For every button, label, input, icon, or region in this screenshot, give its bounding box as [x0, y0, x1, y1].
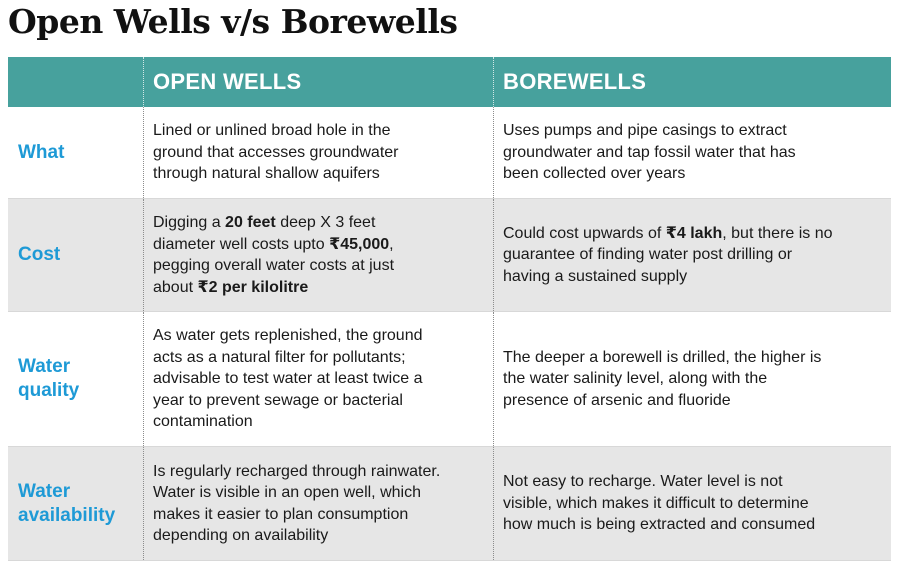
text-line: year to prevent sewage or bacterial — [153, 391, 403, 409]
open-wells-availability-text — [153, 461, 440, 547]
borewells-cost-text — [503, 223, 833, 288]
text-span: Digging a — [153, 214, 226, 231]
text-span: , — [389, 235, 394, 253]
text-line: been collected over years — [503, 165, 686, 183]
label-line: Water — [18, 480, 71, 502]
row-label-water-availability — [18, 480, 115, 528]
text-line: groundwater and tap fossil water that has — [503, 143, 796, 161]
borewells-cell — [493, 107, 891, 198]
borewells-availability-text — [503, 471, 815, 536]
text-line: Not easy to recharge. Water level is not — [503, 473, 783, 491]
open-wells-cost-text — [153, 212, 394, 298]
row-label-cell — [8, 199, 143, 311]
table-row-water-quality — [8, 312, 891, 447]
table-row-water-availability — [8, 447, 891, 561]
text-line: advisable to test water at least twice a — [153, 370, 423, 388]
bold-cost: ₹4 lakh — [665, 224, 723, 242]
header-borewells: BOREWELLS — [493, 57, 891, 107]
header-open-wells: OPEN WELLS — [143, 57, 493, 107]
text-line: Is regularly recharged through rainwater. — [153, 462, 441, 480]
text-line: visible, which makes it difficult to determine — [503, 494, 809, 512]
text-line: pegging overall water costs at just — [153, 257, 395, 274]
text-line: Uses pumps and pipe casings to extract — [503, 122, 787, 140]
borewells-cell — [493, 199, 891, 311]
comparison-table — [8, 57, 891, 561]
row-label-cost: Cost — [18, 244, 61, 265]
borewells-what-text — [503, 120, 796, 185]
text-line — [153, 277, 394, 299]
text-line: depending on availability — [153, 527, 329, 544]
table-header-row — [8, 57, 891, 107]
borewells-cell — [493, 447, 891, 560]
row-label-cell — [8, 312, 143, 446]
text-line: guarantee of finding water post drilling or — [503, 246, 793, 264]
text-line: the water salinity level, along with the — [503, 370, 768, 388]
text-line: ground that accesses groundwater — [153, 143, 399, 161]
text-line: presence of arsenic and fluoride — [503, 391, 731, 409]
text-span: about — [153, 278, 198, 296]
text-span: , but there is no — [722, 224, 833, 242]
table-row-cost — [8, 199, 891, 312]
text-line: having a sustained supply — [503, 267, 688, 285]
bold-cost: ₹45,000 — [329, 235, 390, 253]
text-line: Water is visible in an open well, which — [153, 484, 421, 501]
text-line: The deeper a borewell is drilled, the higher is — [503, 348, 822, 366]
text-line — [153, 234, 394, 256]
open-wells-quality-text — [153, 325, 423, 433]
borewells-cell — [493, 312, 891, 446]
open-wells-cell — [143, 447, 493, 560]
label-line: Water — [18, 356, 71, 377]
text-span: Could cost upwards of — [503, 224, 666, 242]
text-line: acts as a natural filter for pollutants; — [153, 348, 406, 366]
row-label-cell — [8, 107, 143, 198]
row-label-water-quality — [18, 355, 79, 403]
borewells-quality-text — [503, 347, 821, 412]
text-span: diameter well costs upto — [153, 235, 330, 253]
text-line: As water gets replenished, the ground — [153, 327, 423, 345]
text-span: deep X 3 feet — [275, 214, 376, 231]
table-row-what — [8, 107, 891, 199]
text-line: how much is being extracted and consumed — [503, 516, 816, 534]
bold-unit-cost: ₹2 per kilolitre — [197, 278, 309, 296]
label-line: quality — [18, 380, 80, 401]
bold-depth: 20 feet — [225, 214, 276, 231]
page-title: Open Wells v/s Borewells — [8, 2, 458, 41]
row-label-what: What — [18, 141, 65, 163]
text-line — [503, 223, 833, 245]
header-cell-blank — [8, 57, 143, 107]
text-line: makes it easier to plan consumption — [153, 505, 409, 523]
label-line: availability — [18, 504, 116, 526]
text-line — [153, 212, 394, 234]
open-wells-cell — [143, 107, 493, 198]
text-line: contamination — [153, 413, 253, 431]
text-line: through natural shallow aquifers — [153, 165, 380, 183]
text-line: Lined or unlined broad hole in the — [153, 122, 391, 140]
row-label-cell — [8, 447, 143, 560]
open-wells-what-text — [153, 120, 398, 185]
open-wells-cell — [143, 312, 493, 446]
open-wells-cell — [143, 199, 493, 311]
